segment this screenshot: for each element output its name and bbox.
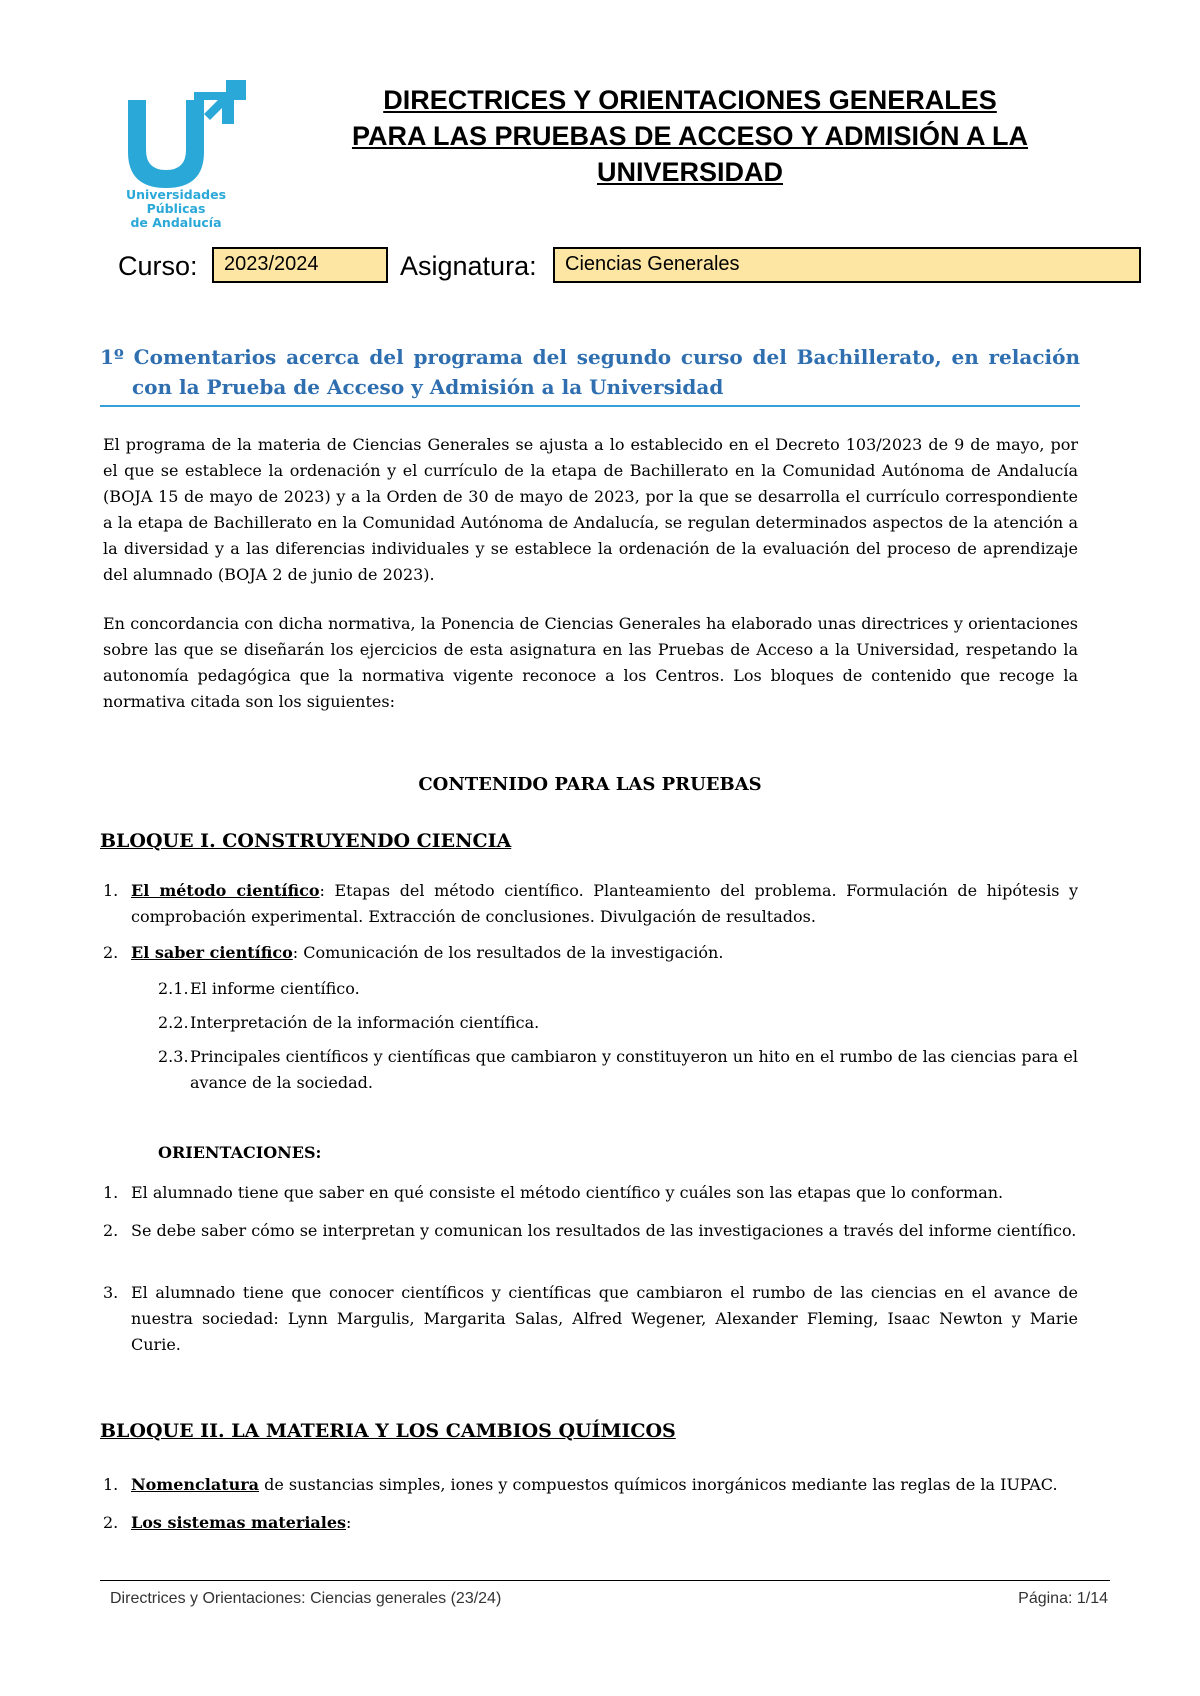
bloque-1-title: BLOQUE I. CONSTRUYENDO CIENCIA [100, 830, 512, 852]
item-text: : [346, 1513, 352, 1532]
bloque-2-title: BLOQUE II. LA MATERIA Y LOS CAMBIOS QUÍMICOS [100, 1420, 676, 1442]
footer-page-number: Página: 1/14 [1018, 1590, 1108, 1607]
list-item [103, 1180, 1078, 1206]
sub-item-number: 2.3. [158, 1047, 189, 1066]
sub-item [158, 1044, 1078, 1096]
title-line-2: PARA LAS PRUEBAS DE ACCESO Y ADMISIÓN A LA [351, 121, 1029, 151]
orientaciones-label: ORIENTACIONES: [158, 1143, 322, 1162]
curso-label: Curso: [118, 251, 198, 281]
sub-item-number: 2.1. [158, 979, 189, 998]
list-item [103, 1472, 1078, 1498]
logo-caption [96, 188, 256, 230]
curso-field[interactable]: 2023/2024 [212, 247, 388, 283]
logo-caption-line2: de Andalucía [130, 215, 222, 230]
item-term: Nomenclatura [131, 1475, 260, 1494]
item-text: El alumnado tiene que saber en qué consiste el método científico y cuáles son las etapas que lo conforman. [131, 1183, 1004, 1202]
page-title [300, 82, 1080, 190]
title-line-3: UNIVERSIDAD [596, 157, 784, 187]
item-number: 2. [103, 943, 119, 962]
sub-item-number: 2.2. [158, 1013, 189, 1032]
item-term: El saber científico [131, 943, 293, 962]
item-term: El método científico [131, 881, 320, 900]
footer-document-label: Directrices y Orientaciones: Ciencias generales (23/24) [110, 1590, 502, 1607]
item-text: : Etapas del método científico. Planteamiento del problema. Formulación de hipótesis y comprobación experimental. Extracción de conclusiones. Divulgación de resultados. [131, 881, 1079, 926]
item-text: : Comunicación de los resultados de la investigación. [292, 943, 724, 962]
content-title: CONTENIDO PARA LAS PRUEBAS [418, 774, 762, 795]
item-number: 3. [103, 1283, 119, 1302]
intro-paragraph-1: El programa de la materia de Ciencias Generales se ajusta a lo establecido en el Decreto 103/2023 de 9 de mayo, por el que se establece la ordenación y el currículo de la etapa de Bachillerato en la Comunidad Autónoma de Andalucía (BOJA 15 de mayo de 2023) y a la Orden de 30 de mayo de 2023, por la que se desarrolla el currículo correspondiente a la etapa de Bachillerato en la Comunidad Autónoma de Andalucía, se regulan determinados aspectos de la atención a la diversidad y a las diferencias individuales y se establece la ordenación de la evaluación del proceso de aprendizaje del alumnado (BOJA 2 de junio de 2023). [103, 435, 1078, 584]
list-item [103, 1510, 1078, 1536]
footer-divider [100, 1580, 1110, 1581]
item-number: 1. [103, 1183, 119, 1202]
title-line-1: DIRECTRICES Y ORIENTACIONES GENERALES [383, 85, 997, 115]
item-term: Los sistemas materiales [131, 1513, 347, 1532]
section-heading: 1º Comentarios acerca del programa del segundo curso del Bachillerato, en relación con la Prueba de Acceso y Admisión a la Universidad [100, 345, 1080, 399]
item-number: 1. [103, 1475, 119, 1494]
sub-item-text: Interpretación de la información científica. [190, 1013, 540, 1032]
item-text: Se debe saber cómo se interpretan y comunican los resultados de las investigaciones a través del informe científico. [131, 1221, 1077, 1240]
sub-item [158, 1010, 1078, 1036]
item-number: 1. [103, 881, 119, 900]
logo-caption-line1: Universidades Públicas [125, 187, 227, 216]
list-item [103, 1218, 1078, 1244]
item-text: de sustancias simples, iones y compuestos químicos inorgánicos mediante las reglas de la IUPAC. [259, 1475, 1058, 1494]
sub-item-text: Principales científicos y científicas que cambiaron y constituyeron un hito en el rumbo de las ciencias para el avance de la sociedad. [190, 1047, 1078, 1092]
asignatura-label: Asignatura: [400, 251, 537, 281]
asignatura-field[interactable]: Ciencias Generales [553, 247, 1141, 283]
list-item [103, 940, 1078, 966]
item-text: El alumnado tiene que conocer científicos y científicas que cambiaron el rumbo de las ciencias en el avance de nuestra sociedad: Lynn Margulis, Margarita Salas, Alfred Wegener, Alexander Fleming, Isaac Newton y Marie Curie. [131, 1283, 1078, 1354]
section-divider [100, 405, 1080, 407]
sub-item-text: El informe científico. [190, 979, 360, 998]
list-item [103, 878, 1078, 930]
item-number: 2. [103, 1513, 119, 1532]
sub-item [158, 976, 1078, 1002]
intro-paragraph-2: En concordancia con dicha normativa, la Ponencia de Ciencias Generales ha elaborado unas directrices y orientaciones sobre las que se diseñarán los ejercicios de esta asignatura en las Pruebas de Acceso a la Universidad, respetando la autonomía pedagógica que la normativa vigente reconoce a los Centros. Los bloques de contenido que recoge la normativa citada son los siguientes: [103, 614, 1078, 711]
list-item [103, 1280, 1078, 1358]
item-number: 2. [103, 1221, 119, 1240]
